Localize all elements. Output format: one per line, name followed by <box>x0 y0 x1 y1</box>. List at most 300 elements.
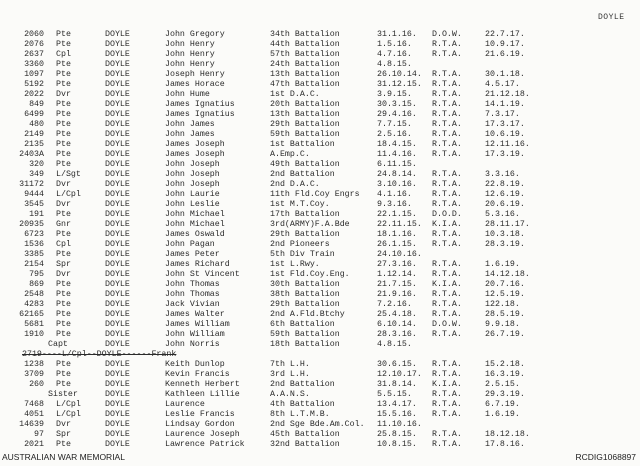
fate-date: 22.8.19. <box>485 180 525 189</box>
unit: 38th Battalion <box>270 290 340 299</box>
given-names: John St Vincent <box>165 270 240 279</box>
given-names: Lawrence Patrick <box>165 440 245 449</box>
fate: R.T.A. <box>432 180 462 189</box>
fate-date: 14.1.19. <box>485 100 525 109</box>
fate-date: 26.7.19. <box>485 330 525 339</box>
fate: R.T.A. <box>432 90 462 99</box>
given-names: Keith Dunlop <box>165 360 225 369</box>
unit: 1st L.Rwy. <box>270 260 320 269</box>
fate: R.T.A. <box>432 300 462 309</box>
rank: Pte <box>56 250 71 259</box>
rank: Pte <box>56 300 71 309</box>
surname: DOYLE <box>105 340 130 349</box>
given-names: John Laurie <box>165 190 220 199</box>
enlistment-date: 27.3.16. <box>377 260 417 269</box>
surname: DOYLE <box>105 50 130 59</box>
surname: DOYLE <box>105 300 130 309</box>
fate: K.I.A. <box>432 220 462 229</box>
service-number: 2149 <box>24 130 44 139</box>
fate-date: 20.6.19. <box>485 200 525 209</box>
surname: DOYLE <box>105 440 130 449</box>
rank: Pte <box>56 40 71 49</box>
unit: A.A.N.S. <box>270 390 310 399</box>
surname: DOYLE <box>105 410 130 419</box>
service-number: 3360 <box>24 60 44 69</box>
given-names: Laurence <box>165 400 205 409</box>
enlistment-date: 25.4.18. <box>377 310 417 319</box>
fate: R.T.A. <box>432 40 462 49</box>
roll-entry <box>0 270 640 280</box>
surname: DOYLE <box>105 170 130 179</box>
fate: R.T.A. <box>432 130 462 139</box>
surname: DOYLE <box>105 180 130 189</box>
enlistment-date: 26.1.15. <box>377 240 417 249</box>
roll-entry <box>0 180 640 190</box>
unit: 2nd Battalion <box>270 170 335 179</box>
fate: D.O.W. <box>432 320 462 329</box>
fate-date: 21.6.19. <box>485 50 525 59</box>
fate-date: 7.3.17. <box>485 110 520 119</box>
given-names: John Henry <box>165 40 215 49</box>
enlistment-date: 3.9.15. <box>377 90 412 99</box>
rank: Pte <box>56 60 71 69</box>
roll-entry <box>0 190 640 200</box>
fate-date: 28.5.19. <box>485 310 525 319</box>
struck-out-entry <box>0 350 640 360</box>
roll-entry <box>0 440 640 450</box>
surname: DOYLE <box>105 200 130 209</box>
fate: R.T.A. <box>432 100 462 109</box>
given-names: John James <box>165 120 215 129</box>
fate: K.I.A. <box>432 280 462 289</box>
unit: 17th Battalion <box>270 210 340 219</box>
enlistment-date: 4.1.16. <box>377 190 412 199</box>
enlistment-date: 29.4.16. <box>377 110 417 119</box>
roll-entry <box>0 60 640 70</box>
roll-entry <box>0 200 640 210</box>
fate-date: 12.5.19. <box>485 290 525 299</box>
fate: R.T.A. <box>432 150 462 159</box>
unit: 30th Battalion <box>270 280 340 289</box>
fate-date: 17.3.17. <box>485 120 525 129</box>
given-names: Kevin Francis <box>165 370 230 379</box>
roll-entry <box>0 90 640 100</box>
given-names: John Joseph <box>165 170 220 179</box>
surname: DOYLE <box>105 330 130 339</box>
service-number: 2076 <box>24 40 44 49</box>
fate-date: 10.6.19. <box>485 130 525 139</box>
given-names: James Ignatius <box>165 100 235 109</box>
given-names: James Joseph <box>165 140 225 149</box>
unit: 8th L.T.M.B. <box>270 410 330 419</box>
unit: 13th Battalion <box>270 110 340 119</box>
unit: 59th Battalion <box>270 330 340 339</box>
enlistment-date: 30.6.15. <box>377 360 417 369</box>
surname: DOYLE <box>105 220 130 229</box>
enlistment-date: 25.8.15. <box>377 430 417 439</box>
given-names: John Michael <box>165 210 225 219</box>
fate: R.T.A. <box>432 370 462 379</box>
struck-text: 2719----L/Cpl--DOYLE------Frank <box>22 350 177 359</box>
roll-entry <box>0 370 640 380</box>
service-number: 6499 <box>24 110 44 119</box>
fate-date: 10.9.17. <box>485 40 525 49</box>
enlistment-date: 21.7.15. <box>377 280 417 289</box>
fate-date: 20.7.16. <box>485 280 525 289</box>
fate: K.I.A. <box>432 380 462 389</box>
roll-entry <box>0 160 640 170</box>
given-names: James William <box>165 320 230 329</box>
enlistment-date: 30.3.15. <box>377 100 417 109</box>
unit: 6th Battalion <box>270 320 335 329</box>
enlistment-date: 24.8.14. <box>377 170 417 179</box>
enlistment-date: 18.1.16. <box>377 230 417 239</box>
fate: R.T.A. <box>432 170 462 179</box>
service-number: 5681 <box>24 320 44 329</box>
fate-date: 3.3.16. <box>485 170 520 179</box>
given-names: John James <box>165 130 215 139</box>
rank: Dvr <box>56 200 71 209</box>
unit: 32nd Battalion <box>270 440 340 449</box>
service-number: 2637 <box>24 50 44 59</box>
service-number: 2022 <box>24 90 44 99</box>
fate: D.O.D. <box>432 210 462 219</box>
rank: Spr <box>56 430 71 439</box>
enlistment-date: 4.8.15. <box>377 60 412 69</box>
unit: 5th Div Train <box>270 250 335 259</box>
rank: Pte <box>56 70 71 79</box>
rank: Pte <box>56 380 71 389</box>
fate: R.T.A. <box>432 440 462 449</box>
given-names: John Henry <box>165 50 215 59</box>
surname: DOYLE <box>105 140 130 149</box>
surname: DOYLE <box>105 390 130 399</box>
surname: DOYLE <box>105 250 130 259</box>
fate: R.T.A. <box>432 240 462 249</box>
given-names: Laurence Joseph <box>165 430 240 439</box>
enlistment-date: 4.8.15. <box>377 340 412 349</box>
rank: Pte <box>56 360 71 369</box>
service-number: 14639 <box>19 420 44 429</box>
roll-entry <box>0 290 640 300</box>
roll-entry <box>0 130 640 140</box>
roll-entry <box>0 240 640 250</box>
enlistment-date: 21.9.16. <box>377 290 417 299</box>
given-names: James Joseph <box>165 150 225 159</box>
roll-entry <box>0 210 640 220</box>
fate-date: 22.7.17. <box>485 30 525 39</box>
surname: DOYLE <box>105 190 130 199</box>
service-number: 191 <box>29 210 44 219</box>
roll-entry <box>0 120 640 130</box>
enlistment-date: 6.10.14. <box>377 320 417 329</box>
rank: Pte <box>56 80 71 89</box>
service-number: 2021 <box>24 440 44 449</box>
enlistment-date: 1.5.16. <box>377 40 412 49</box>
given-names: Lindsay Gordon <box>165 420 235 429</box>
unit: 2nd Battalion <box>270 380 335 389</box>
fate-date: 12.6.19. <box>485 190 525 199</box>
service-number: 3709 <box>24 370 44 379</box>
fate-date: 12.11.16. <box>485 140 530 149</box>
fate: R.T.A. <box>432 120 462 129</box>
roll-entry <box>0 310 640 320</box>
rank: Pte <box>56 130 71 139</box>
surname: DOYLE <box>105 370 130 379</box>
unit: 57th Battalion <box>270 50 340 59</box>
roll-entry <box>0 150 640 160</box>
unit: 3rd(ARMY)F.A.Bde <box>270 220 350 229</box>
service-number: 2548 <box>24 290 44 299</box>
service-number: 1536 <box>24 240 44 249</box>
surname: DOYLE <box>105 430 130 439</box>
roll-entry <box>0 170 640 180</box>
roll-entry <box>0 100 640 110</box>
fate: R.T.A. <box>432 330 462 339</box>
roll-entry <box>0 80 640 90</box>
service-number: 2135 <box>24 140 44 149</box>
unit: 20th Battalion <box>270 100 340 109</box>
surname: DOYLE <box>105 110 130 119</box>
enlistment-date: 5.5.15. <box>377 390 412 399</box>
unit: 3rd L.H. <box>270 370 310 379</box>
service-number: 5192 <box>24 80 44 89</box>
enlistment-date: 13.4.17. <box>377 400 417 409</box>
given-names: Joseph Henry <box>165 70 225 79</box>
given-names: James Oswald <box>165 230 225 239</box>
fate: R.T.A. <box>432 290 462 299</box>
fate: R.T.A. <box>432 360 462 369</box>
unit: 29th Battalion <box>270 230 340 239</box>
surname: DOYLE <box>105 90 130 99</box>
surname: DOYLE <box>105 30 130 39</box>
rank: Pte <box>56 330 71 339</box>
given-names: John Pagan <box>165 240 215 249</box>
rank: Dvr <box>56 180 71 189</box>
roll-entry <box>0 410 640 420</box>
rank: Gnr <box>56 220 71 229</box>
fate: R.T.A. <box>432 400 462 409</box>
fate: R.T.A. <box>432 310 462 319</box>
fate-date: 10.3.18. <box>485 230 525 239</box>
roll-entry <box>0 70 640 80</box>
surname: DOYLE <box>105 40 130 49</box>
rank: L/Cpl <box>56 400 81 409</box>
service-number: 2060 <box>24 30 44 39</box>
fate-date: 18.12.18. <box>485 430 530 439</box>
roll-entry <box>0 340 640 350</box>
given-names: John Joseph <box>165 180 220 189</box>
given-names: John Norris <box>165 340 220 349</box>
fate-date: 16.3.19. <box>485 370 525 379</box>
enlistment-date: 6.11.15. <box>377 160 417 169</box>
fate: R.T.A. <box>432 110 462 119</box>
service-number: 20935 <box>19 220 44 229</box>
fate: R.T.A. <box>432 230 462 239</box>
unit: 11th Fld.Coy Engrs <box>270 190 360 199</box>
surname: DOYLE <box>105 260 130 269</box>
service-number: 3385 <box>24 250 44 259</box>
given-names: John Joseph <box>165 160 220 169</box>
unit: 45th Battalion <box>270 430 340 439</box>
roll-entry <box>0 430 640 440</box>
roll-entry <box>0 50 640 60</box>
service-number: 2154 <box>24 260 44 269</box>
given-names: Jack Vivian <box>165 300 220 309</box>
rank: Pte <box>56 210 71 219</box>
rank: Pte <box>56 110 71 119</box>
given-names: Leslie Francis <box>165 410 235 419</box>
enlistment-date: 22.11.15. <box>377 220 422 229</box>
given-names: John Hume <box>165 90 210 99</box>
service-number: 1910 <box>24 330 44 339</box>
fate-date: 29.3.19. <box>485 390 525 399</box>
roll-entry <box>0 230 640 240</box>
unit: 2nd A.Fld.Btchy <box>270 310 345 319</box>
surname: DOYLE <box>105 360 130 369</box>
rank: Pte <box>56 120 71 129</box>
unit: 2nd Pioneers <box>270 240 330 249</box>
fate: R.T.A. <box>432 260 462 269</box>
footer-record-id: RCDIG1068897 <box>575 452 636 462</box>
rank: Spr <box>56 260 71 269</box>
fate: R.T.A. <box>432 50 462 59</box>
rank: Dvr <box>56 90 71 99</box>
roll-entry <box>0 330 640 340</box>
rank: Pte <box>56 320 71 329</box>
rank: Pte <box>56 230 71 239</box>
service-number: 4051 <box>24 410 44 419</box>
fate-date: 17.3.19. <box>485 150 525 159</box>
unit: 34th Battalion <box>270 30 340 39</box>
enlistment-date: 10.8.15. <box>377 440 417 449</box>
roll-entry <box>0 380 640 390</box>
rank: Pte <box>56 150 71 159</box>
rank: Dvr <box>56 270 71 279</box>
given-names: John Leslie <box>165 200 220 209</box>
rank: Cpl <box>56 240 71 249</box>
surname: DOYLE <box>105 60 130 69</box>
service-number: 6723 <box>24 230 44 239</box>
roll-entry <box>0 220 640 230</box>
unit: 59th Battalion <box>270 130 340 139</box>
roll-entry <box>0 420 640 430</box>
roll-entry <box>0 280 640 290</box>
rank: L/Sgt <box>56 170 81 179</box>
service-number: 260 <box>29 380 44 389</box>
fate-date: 6.7.19. <box>485 400 520 409</box>
service-number: 849 <box>29 100 44 109</box>
fate-date: 1.6.19. <box>485 410 520 419</box>
surname: DOYLE <box>105 160 130 169</box>
fate-date: 14.12.18. <box>485 270 530 279</box>
surname: DOYLE <box>105 270 130 279</box>
rank: Dvr <box>56 420 71 429</box>
enlistment-date: 15.5.16. <box>377 410 417 419</box>
page-header-surname: DOYLE <box>598 13 625 22</box>
service-number: 1238 <box>24 360 44 369</box>
fate: R.T.A. <box>432 200 462 209</box>
rank: Pte <box>56 290 71 299</box>
given-names: John Michael <box>165 220 225 229</box>
enlistment-date: 26.10.14. <box>377 70 422 79</box>
fate-date: 122.18. <box>485 300 520 309</box>
roll-entry <box>0 40 640 50</box>
enlistment-date: 7.2.16. <box>377 300 412 309</box>
rank: L/Cpl <box>56 410 81 419</box>
fate-date: 28.11.17. <box>485 220 530 229</box>
service-number: 9444 <box>24 190 44 199</box>
service-number: 4283 <box>24 300 44 309</box>
surname: DOYLE <box>105 320 130 329</box>
surname: DOYLE <box>105 70 130 79</box>
fate-date: 30.1.18. <box>485 70 525 79</box>
unit: 2nd Sge Bde.Am.Col. <box>270 420 365 429</box>
rank: Pte <box>56 280 71 289</box>
service-number: 320 <box>29 160 44 169</box>
unit: 1st Fld.Coy.Eng. <box>270 270 350 279</box>
service-number: 31172 <box>19 180 44 189</box>
fate: R.T.A. <box>432 270 462 279</box>
unit: 4th Battalion <box>270 400 335 409</box>
fate: R.T.A. <box>432 190 462 199</box>
enlistment-date: 12.10.17. <box>377 370 422 379</box>
rank: Pte <box>56 100 71 109</box>
roll-entry <box>0 400 640 410</box>
fate-date: 5.3.16. <box>485 210 520 219</box>
surname: DOYLE <box>105 120 130 129</box>
roll-entry <box>0 250 640 260</box>
rank: Pte <box>56 30 71 39</box>
enlistment-date: 31.12.15. <box>377 80 422 89</box>
enlistment-date: 3.10.16. <box>377 180 417 189</box>
surname: DOYLE <box>105 130 130 139</box>
service-number: 97 <box>34 430 44 439</box>
service-number: 7468 <box>24 400 44 409</box>
unit: 1st D.A.C. <box>270 90 320 99</box>
surname: DOYLE <box>105 210 130 219</box>
given-names: Kathleen Lillie <box>165 390 240 399</box>
unit: 44th Battalion <box>270 40 340 49</box>
service-number: 795 <box>29 270 44 279</box>
surname: DOYLE <box>105 400 130 409</box>
unit: 1st Battalion <box>270 140 335 149</box>
unit: 49th Battalion <box>270 160 340 169</box>
roll-entry <box>0 300 640 310</box>
service-number: 349 <box>29 170 44 179</box>
unit: 47th Battalion <box>270 80 340 89</box>
rank: Pte <box>56 140 71 149</box>
fate-date: 1.6.19. <box>485 260 520 269</box>
surname: DOYLE <box>105 100 130 109</box>
enlistment-date: 11.10.16. <box>377 420 422 429</box>
fate: R.T.A. <box>432 430 462 439</box>
unit: A.Emp.C. <box>270 150 310 159</box>
enlistment-date: 1.12.14. <box>377 270 417 279</box>
unit: 18th Battalion <box>270 340 340 349</box>
given-names: John Thomas <box>165 280 220 289</box>
enlistment-date: 7.7.15. <box>377 120 412 129</box>
enlistment-date: 4.7.16. <box>377 50 412 59</box>
surname: DOYLE <box>105 80 130 89</box>
fate-date: 9.9.18. <box>485 320 520 329</box>
rank: Pte <box>56 160 71 169</box>
given-names: John Gregory <box>165 30 225 39</box>
fate: R.T.A. <box>432 390 462 399</box>
surname: DOYLE <box>105 230 130 239</box>
roll-entry <box>0 260 640 270</box>
unit: 7th L.H. <box>270 360 310 369</box>
